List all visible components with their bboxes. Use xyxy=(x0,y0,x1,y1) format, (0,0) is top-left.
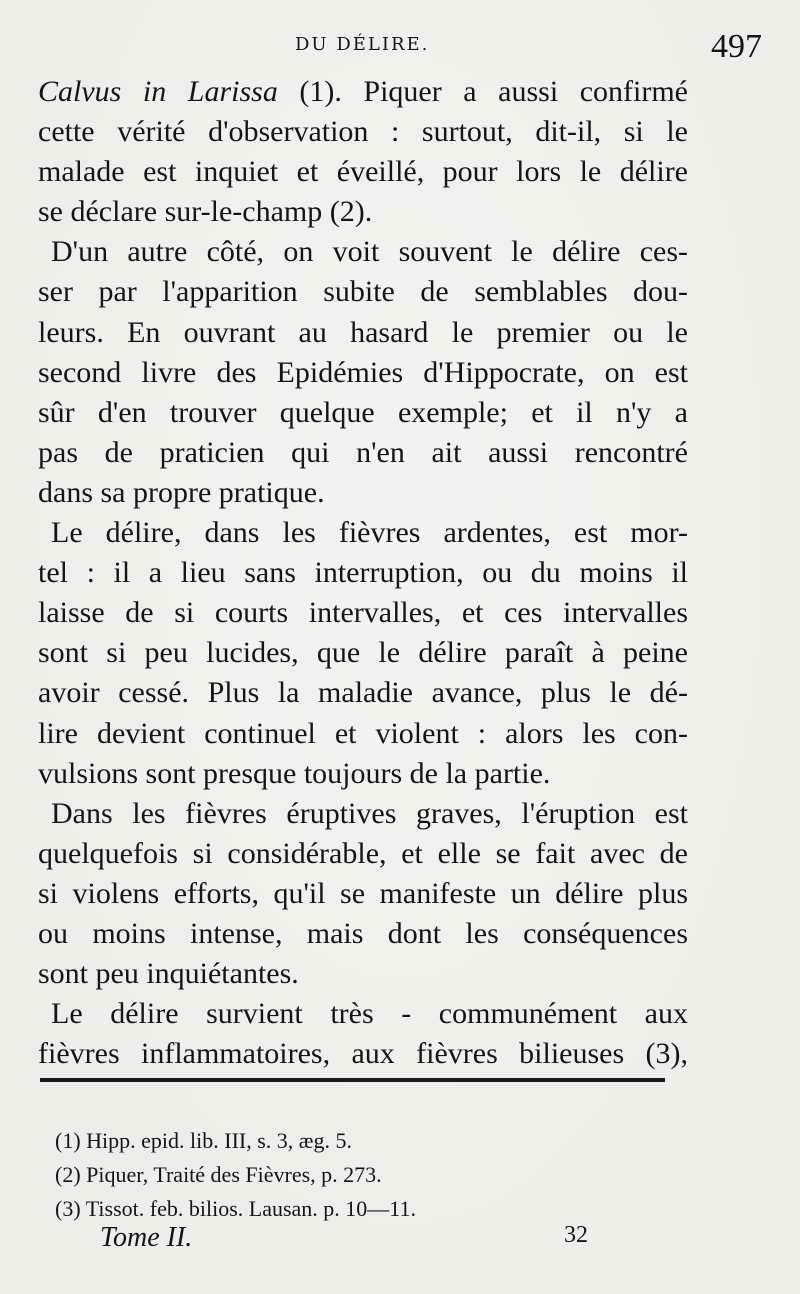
text-line: ser par l'apparition subite de semblables dou- xyxy=(38,275,688,309)
text-fragment: (1). Piquer a aussi confirmé xyxy=(277,75,688,108)
running-title: DU DÉLIRE. xyxy=(295,34,430,55)
text-line xyxy=(38,72,688,112)
text-line: malade est inquiet et éveillé, pour lors le délire xyxy=(38,155,688,189)
page-number: 497 xyxy=(711,28,762,65)
cited-title: Calvus in Larissa xyxy=(38,75,278,108)
text-line: Le délire survient très - communément aux xyxy=(51,997,688,1031)
text-line: sont peu inquiétantes. xyxy=(38,957,299,991)
text-line: laisse de si courts intervalles, et ces intervalles xyxy=(38,596,688,630)
text-line: vulsions sont presque toujours de la partie. xyxy=(38,756,551,790)
text-line: quelquefois si considérable, et elle se fait avec de xyxy=(38,836,688,870)
footnotes xyxy=(55,1124,675,1226)
text-line: leurs. En ouvrant au hasard le premier ou le xyxy=(38,315,688,349)
text-line: ou moins intense, mais dont les conséquences xyxy=(38,916,688,950)
text-line: D'un autre côté, on voit souvent le délire ces- xyxy=(51,235,688,269)
text-line: tel : il a lieu sans interruption, ou du moins il xyxy=(38,556,688,590)
footnote-3: (3) Tissot. feb. bilios. Lausan. p. 10—11. xyxy=(55,1196,416,1221)
page-footer xyxy=(100,1222,600,1262)
text-line: Dans les fièvres éruptives graves, l'éruption est xyxy=(51,796,688,830)
text-line: cette vérité d'observation : surtout, dit-il, si le xyxy=(38,115,688,149)
text-line: pas de praticien qui n'en ait aussi rencontré xyxy=(38,435,688,469)
footnote-2: (2) Piquer, Traité des Fièvres, p. 273. xyxy=(55,1162,382,1187)
text-line: dans sa propre pratique. xyxy=(38,475,325,509)
text-line: sont si peu lucides, que le délire paraît à peine xyxy=(38,636,688,670)
volume-label: Tome II. xyxy=(100,1222,193,1253)
text-line: Le délire, dans les fièvres ardentes, est mor- xyxy=(51,516,688,550)
footnote-1: (1) Hipp. epid. lib. III, s. 3, æg. 5. xyxy=(55,1128,352,1153)
text-line: se déclare sur-le-champ (2). xyxy=(38,195,373,229)
body-text xyxy=(38,72,688,1074)
text-line: si violens efforts, qu'il se manifeste un délire plus xyxy=(38,876,688,910)
footnote-divider xyxy=(40,1078,665,1082)
text-line: sûr d'en trouver quelque exemple; et il n'y a xyxy=(38,395,688,429)
page-header xyxy=(40,28,760,68)
signature-mark: 32 xyxy=(564,1222,588,1248)
text-line: avoir cessé. Plus la maladie avance, plus le dé- xyxy=(38,676,688,710)
text-line: fièvres inflammatoires, aux fièvres bilieuses (3), xyxy=(38,1037,688,1071)
text-line: second livre des Epidémies d'Hippocrate, on est xyxy=(38,355,688,389)
text-line: lire devient continuel et violent : alors les con- xyxy=(38,716,688,750)
